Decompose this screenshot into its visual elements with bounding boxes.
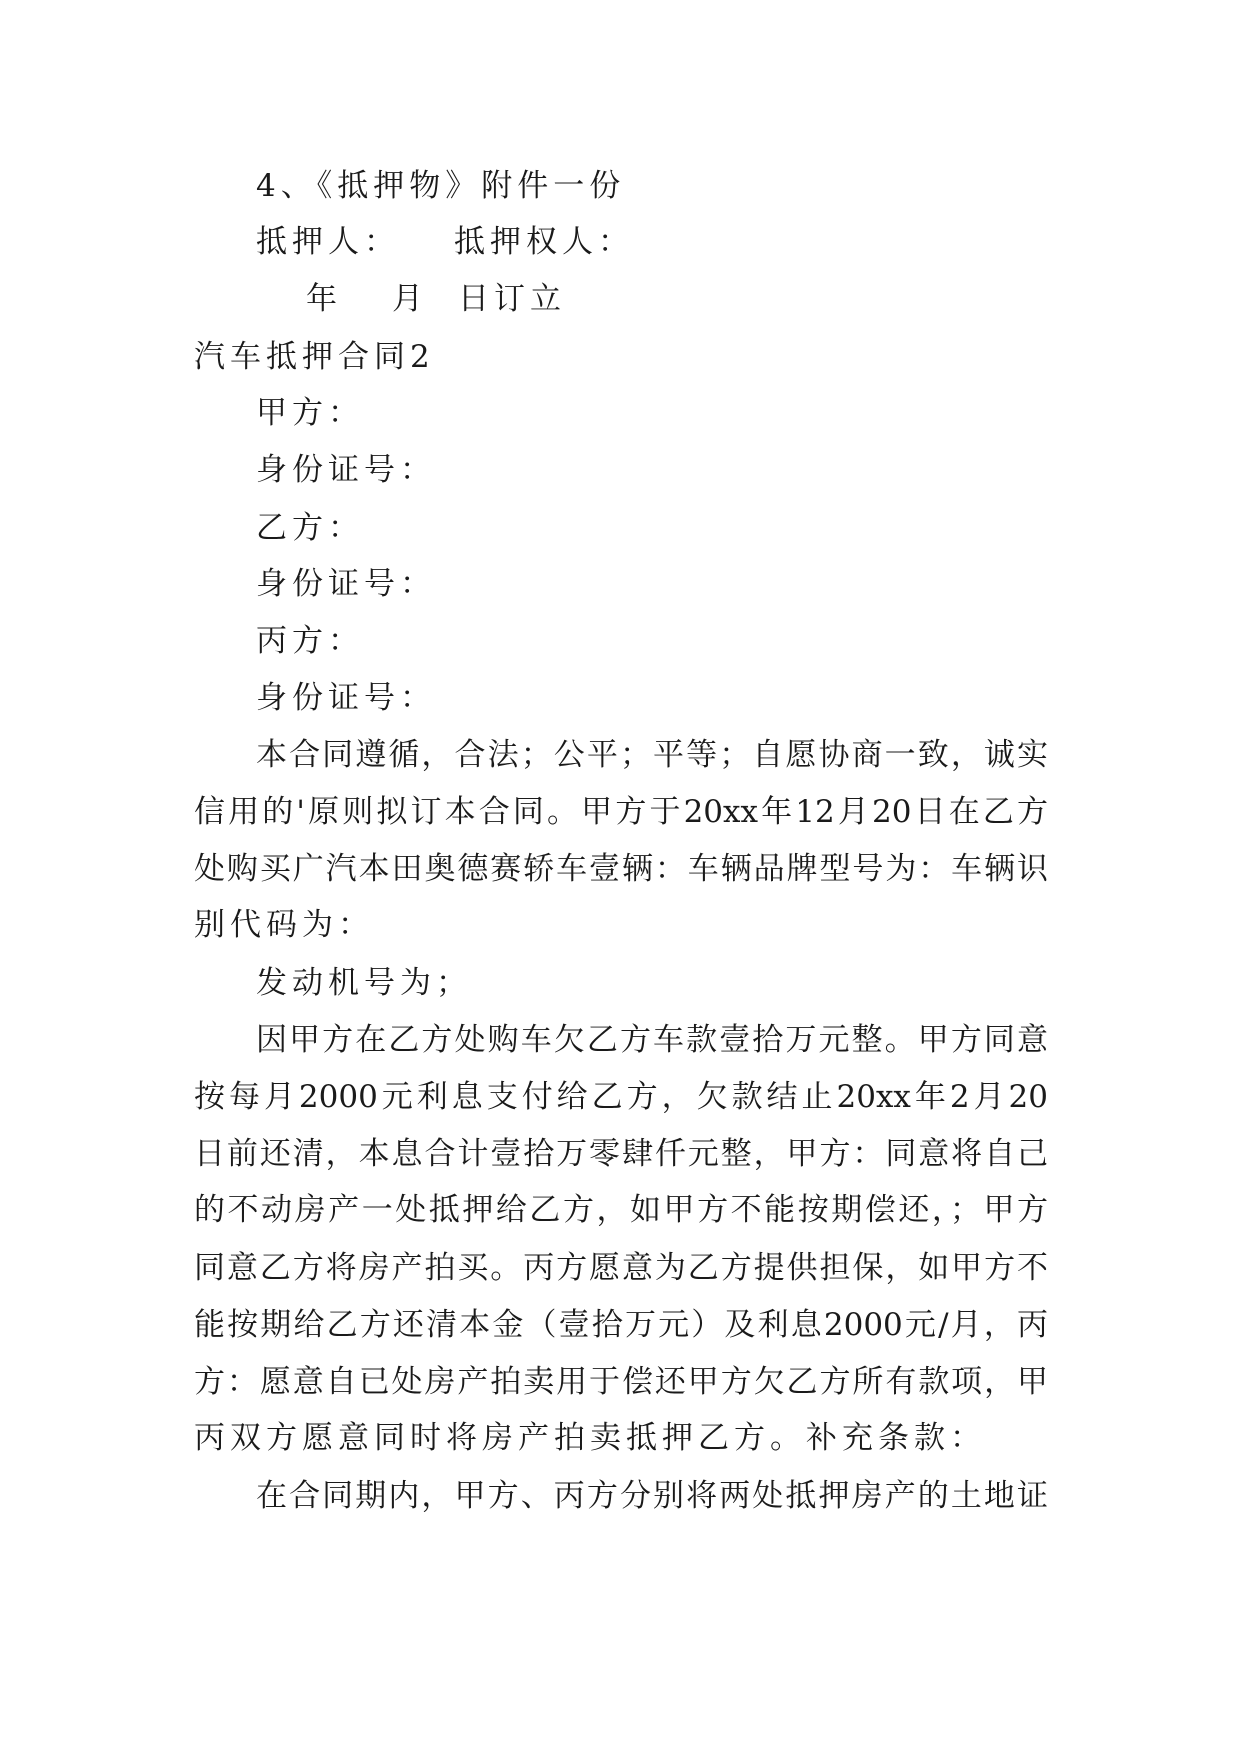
party-a-label: 甲方： bbox=[256, 395, 364, 431]
party-a-id-label: 身份证号： bbox=[256, 452, 436, 488]
para2-line-7: 方：愿意自已处房产拍卖用于偿还甲方欠乙方所有款项，甲 bbox=[194, 1364, 1048, 1400]
party-c-label: 丙方： bbox=[256, 623, 364, 659]
para1-line-4: 别代码为： bbox=[194, 907, 374, 943]
mortgagor-label: 抵押人： bbox=[256, 224, 400, 260]
para2-line-8: 丙双方愿意同时将房产拍卖抵押乙方。补充条款： bbox=[194, 1420, 986, 1456]
para2-line-1: 因甲方在乙方处购车欠乙方车款壹拾万元整。甲方同意 bbox=[256, 1022, 1048, 1058]
attachment-line: 4、《抵押物》附件一份 bbox=[256, 168, 626, 204]
mortgagee-label: 抵押权人： bbox=[454, 224, 634, 260]
date-year: 年 bbox=[306, 281, 342, 317]
para2-line-5: 同意乙方将房产拍买。丙方愿意为乙方提供担保，如甲方不 bbox=[194, 1250, 1048, 1286]
para2-line-2: 按每月2000元利息支付给乙方，欠款结止20xx年2月20 bbox=[194, 1079, 1048, 1115]
party-c-id-label: 身份证号： bbox=[256, 680, 436, 716]
para1-line-3: 处购买广汽本田奥德赛轿车壹辆：车辆品牌型号为：车辆识 bbox=[194, 851, 1048, 887]
para3-line-1: 在合同期内，甲方、丙方分别将两处抵押房产的土地证 bbox=[256, 1478, 1048, 1514]
para2-line-6: 能按期给乙方还清本金（壹拾万元）及利息2000元/月，丙 bbox=[194, 1307, 1048, 1343]
party-b-id-label: 身份证号： bbox=[256, 566, 436, 602]
section-title: 汽车抵押合同2 bbox=[194, 339, 435, 375]
para2-line-4: 的不动房产一处抵押给乙方，如甲方不能按期偿还，；甲方 bbox=[194, 1192, 1048, 1228]
para2-line-3: 日前还清，本息合计壹拾万零肆仟元整，甲方：同意将自己 bbox=[194, 1136, 1048, 1172]
para1-line-2: 信用的'原则拟订本合同。甲方于20xx年12月20日在乙方 bbox=[194, 794, 1048, 830]
party-b-label: 乙方： bbox=[256, 510, 364, 546]
date-day-signed: 日订立 bbox=[458, 281, 566, 317]
date-month: 月 bbox=[392, 281, 428, 317]
engine-number-line: 发动机号为； bbox=[256, 965, 472, 1001]
para1-line-1: 本合同遵循，合法；公平；平等；自愿协商一致，诚实 bbox=[256, 737, 1048, 773]
